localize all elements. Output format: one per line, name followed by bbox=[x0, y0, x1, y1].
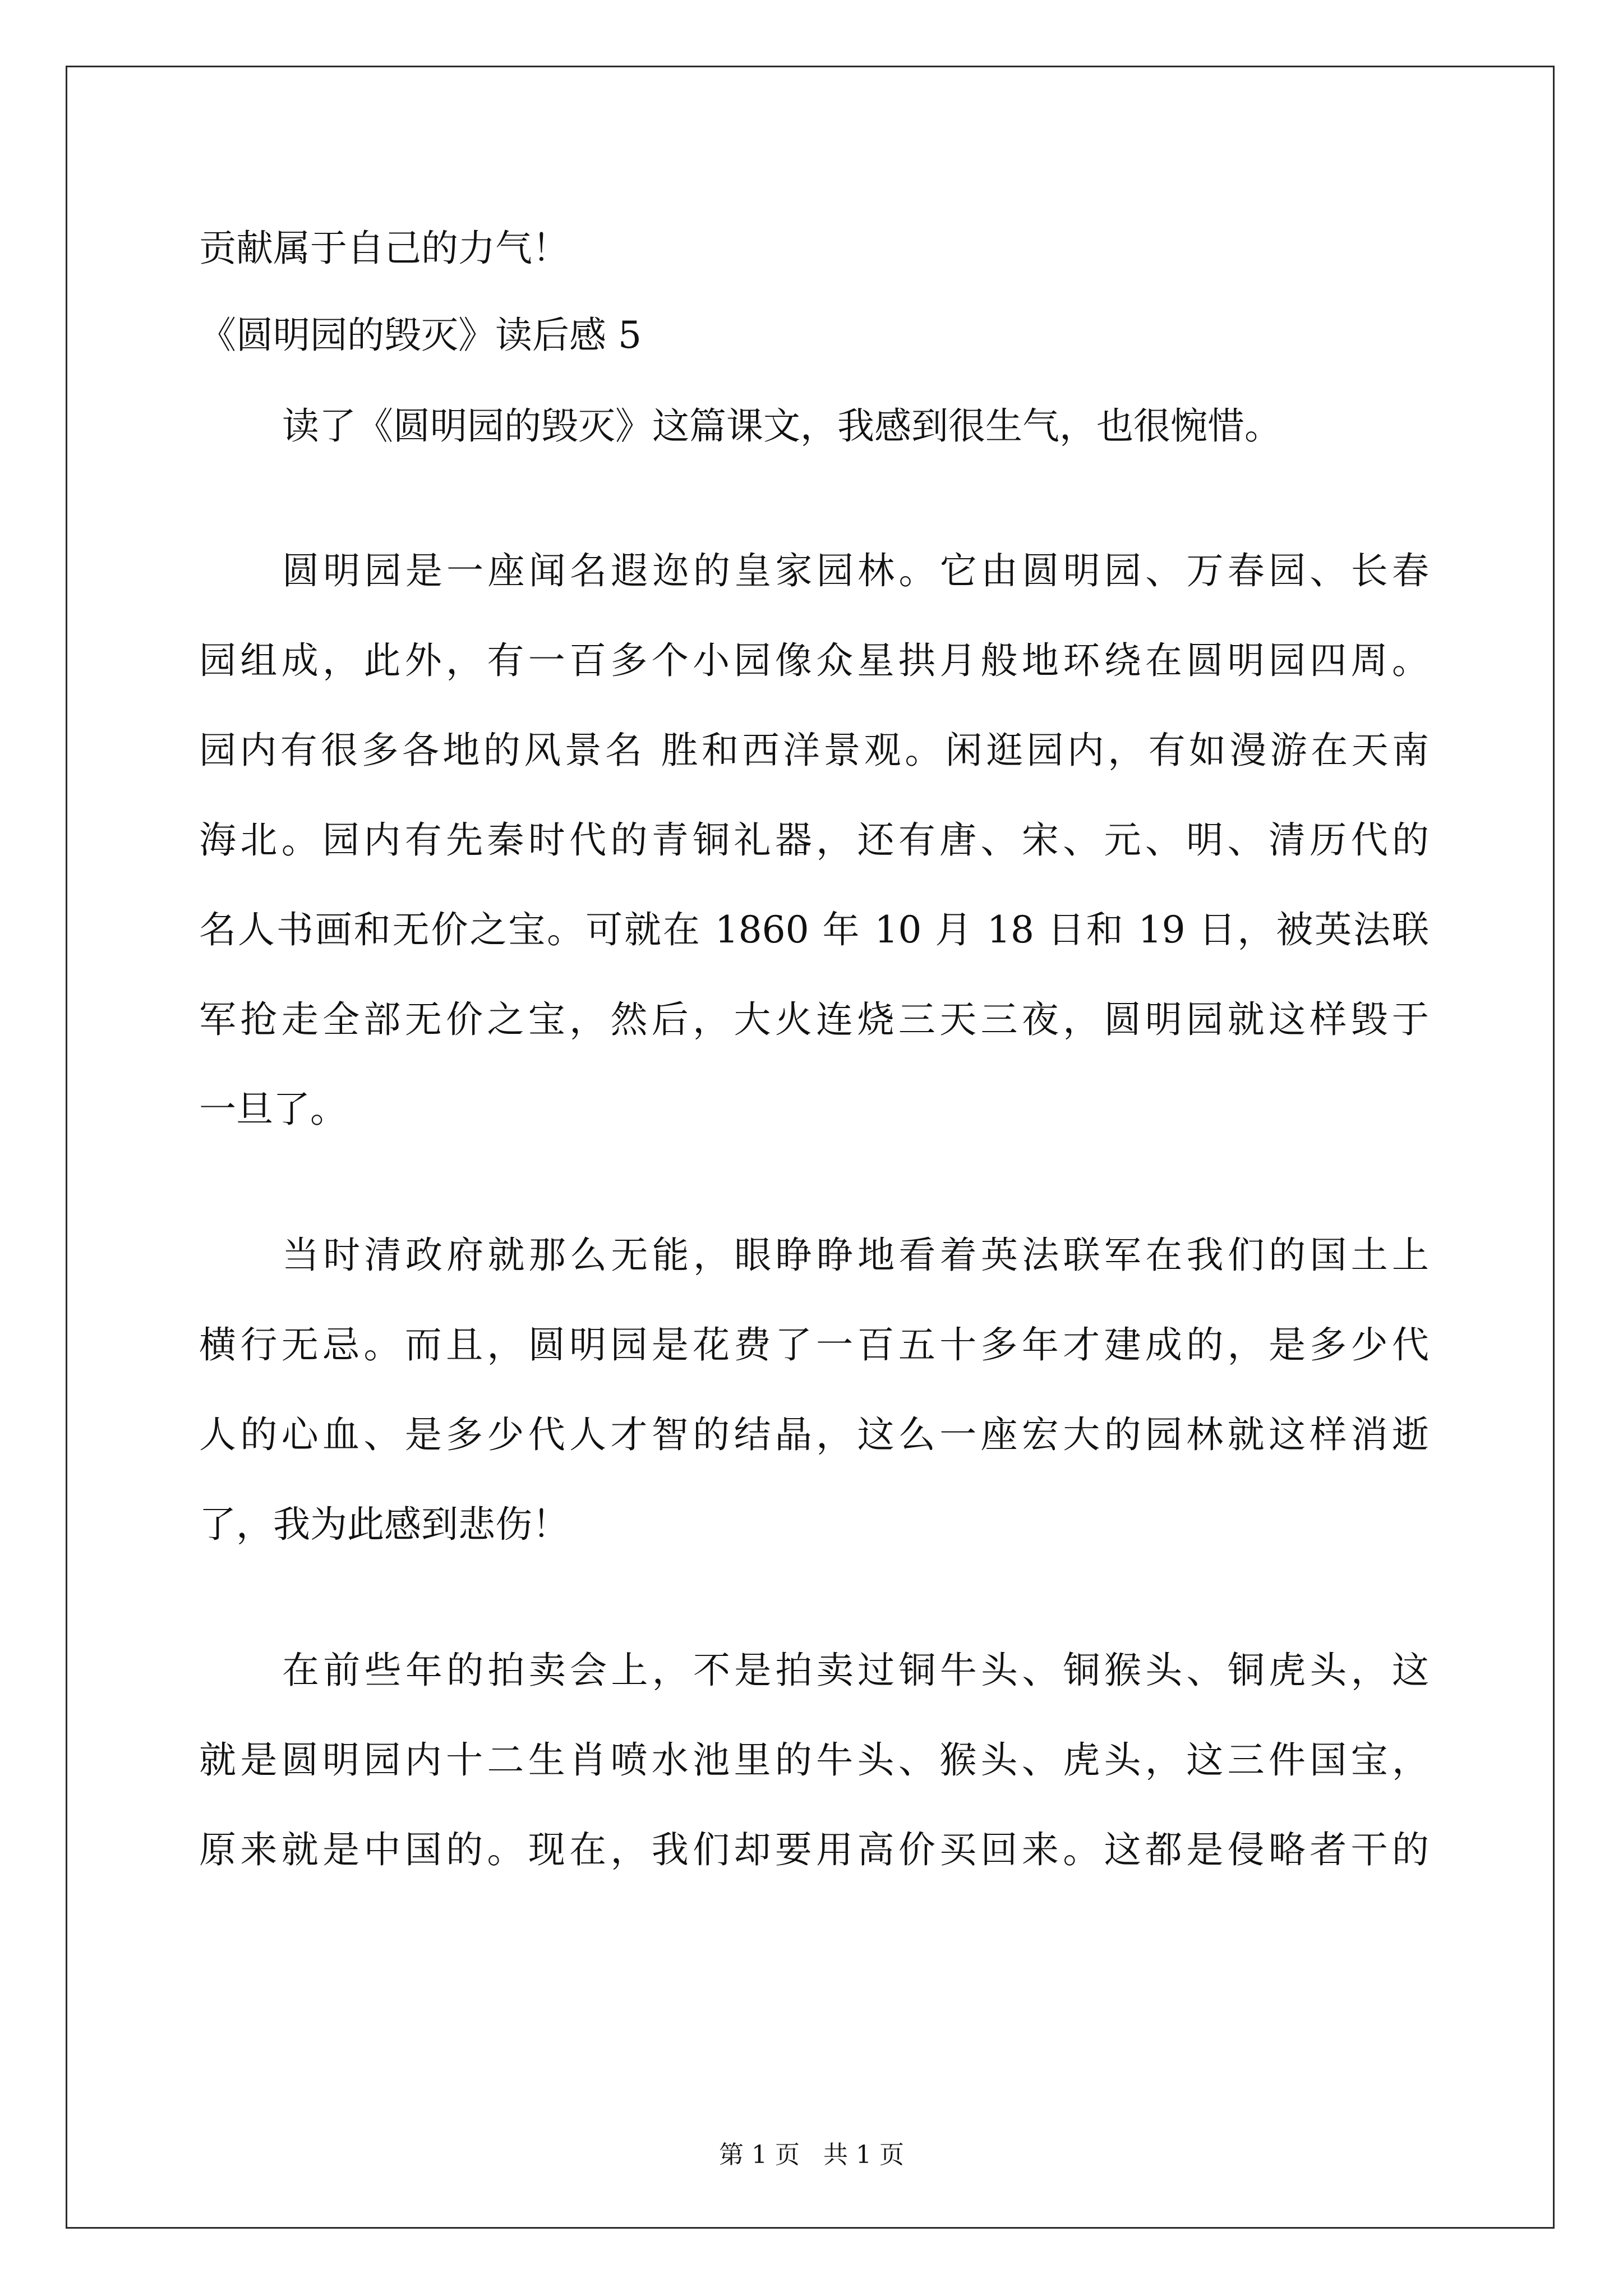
text-line-12: 横行无忌。而且，圆明园是花费了一百五十多年才建成的，是多少代 bbox=[199, 1323, 1429, 1366]
text-line-17: 原来就是中国的。现在，我们却要用高价买回来。这都是侵略者干的 bbox=[199, 1828, 1429, 1871]
text-line-3: 读了《圆明园的毁灭》这篇课文，我感到很生气，也很惋惜。 bbox=[282, 404, 1281, 448]
text-line-13: 人的心血、是多少代人才智的结晶，这么一座宏大的园林就这样消逝 bbox=[199, 1413, 1429, 1456]
text-line-5: 园组成，此外，有一百多个小园像众星拱月般地环绕在圆明园四周。 bbox=[199, 639, 1429, 682]
text-line-8: 名人书画和无价之宝。可就在 1860 年 10 月 18 日和 19 日，被英法联 bbox=[199, 908, 1429, 951]
text-line-9: 军抢走全部无价之宝，然后，大火连烧三天三夜，圆明园就这样毁于 bbox=[199, 998, 1429, 1041]
text-line-16: 就是圆明园内十二生肖喷水池里的牛头、猴头、虎头，这三件国宝， bbox=[199, 1738, 1429, 1782]
text-line-10: 一旦了。 bbox=[199, 1088, 347, 1131]
text-line-7: 海北。园内有先秦时代的青铜礼器，还有唐、宋、元、明、清历代的 bbox=[199, 818, 1429, 862]
text-line-14: 了，我为此感到悲伤！ bbox=[199, 1503, 569, 1546]
text-line-6: 园内有很多各地的风景名 胜和西洋景观。闲逛园内，有如漫游在天南 bbox=[199, 729, 1429, 772]
text-line-1: 贡献属于自己的力气！ bbox=[199, 227, 569, 270]
text-line-4: 圆明园是一座闻名遐迩的皇家园林。它由圆明园、万春园、长春 bbox=[282, 549, 1429, 592]
essay-heading: 《圆明园的毁灭》读后感 5 bbox=[199, 314, 642, 357]
text-line-11: 当时清政府就那么无能，眼睁睁地看着英法联军在我们的国土上 bbox=[282, 1234, 1429, 1277]
page-number-footer: 第 1 页 共 1 页 bbox=[719, 2141, 904, 2169]
text-line-15: 在前些年的拍卖会上，不是拍卖过铜牛头、铜猴头、铜虎头，这 bbox=[282, 1649, 1429, 1692]
page-border bbox=[66, 66, 1555, 2229]
